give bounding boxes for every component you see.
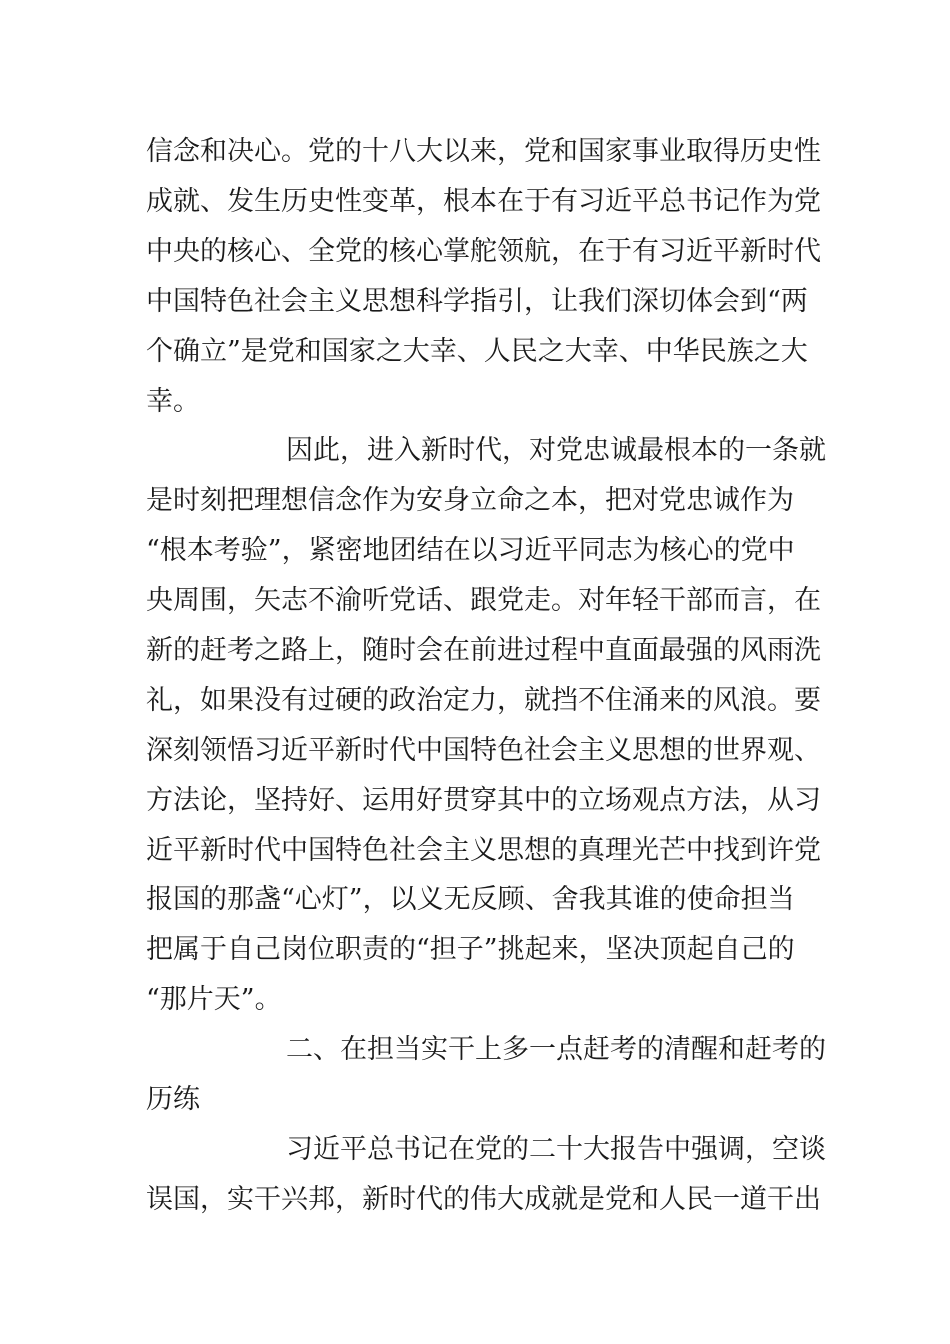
paragraph-line: 成就、发生历史性变革，根本在于有习近平总书记作为党 — [146, 186, 821, 217]
paragraph-line: 误国，实干兴邦，新时代的伟大成就是党和人民一道干出 — [146, 1184, 821, 1215]
paragraph-line: 中国特色社会主义思想科学指引，让我们深切体会到“两 — [146, 286, 808, 317]
paragraph-line: 把属于自己岗位职责的“担子”挑起来，坚决顶起自己的 — [146, 934, 795, 965]
paragraph-line: 个确立”是党和国家之大幸、人民之大幸、中华民族之大 — [146, 336, 808, 367]
paragraph-line: 新的赶考之路上，随时会在前进过程中直面最强的风雨洗 — [146, 635, 821, 666]
paragraph-line: 央周围，矢志不渝听党话、跟党走。对年轻干部而言，在 — [146, 585, 821, 616]
section-heading-continued: 历练 — [146, 1084, 200, 1115]
paragraph-line: 信念和决心。党的十八大以来，党和国家事业取得历史性 — [146, 136, 821, 167]
paragraph-line: 是时刻把理想信念作为安身立命之本，把对党忠诚作为 — [146, 485, 794, 516]
paragraph-line: 深刻领悟习近平新时代中国特色社会主义思想的世界观、 — [146, 735, 821, 766]
paragraph-line: 习近平总书记在党的二十大报告中强调，空谈 — [286, 1134, 826, 1165]
paragraph-line: 因此，进入新时代，对党忠诚最根本的一条就 — [286, 435, 826, 466]
paragraph-line: “那片天”。 — [146, 984, 282, 1015]
paragraph-line: 中央的核心、全党的核心掌舵领航，在于有习近平新时代 — [146, 236, 821, 267]
paragraph-line: 方法论，坚持好、运用好贯穿其中的立场观点方法，从习 — [146, 785, 821, 816]
paragraph-line: 幸。 — [146, 386, 200, 417]
paragraph-line: 近平新时代中国特色社会主义思想的真理光芒中找到许党 — [146, 835, 821, 866]
section-heading: 二、在担当实干上多一点赶考的清醒和赶考的 — [286, 1034, 826, 1065]
paragraph-line: 礼，如果没有过硬的政治定力，就挡不住涌来的风浪。要 — [146, 685, 821, 716]
paragraph-line: “根本考验”，紧密地团结在以习近平同志为核心的党中 — [146, 535, 795, 566]
paragraph-line: 报国的那盏“心灯”，以义无反顾、舍我其谁的使命担当 — [146, 884, 795, 915]
